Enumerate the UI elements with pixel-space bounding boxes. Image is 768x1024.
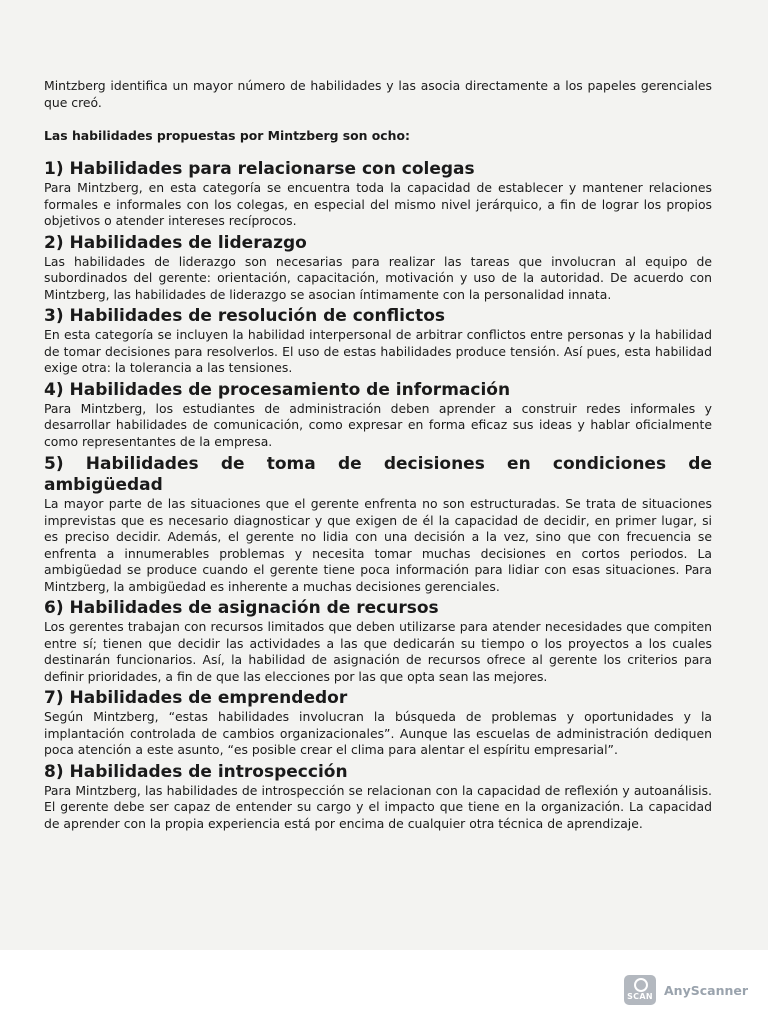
lead-sentence: Las habilidades propuestas por Mintzberg son ocho: <box>44 128 410 143</box>
section-8-body: Para Mintzberg, las habilidades de introspección se relacionan con la capacidad de reflexión y autoanálisis. El gerente debe ser capaz de entender su cargo y el impacto que tiene en la organización. La capacidad de aprender con la propia experiencia está por encima de cualquier otra técnica de aprendizaje. <box>44 782 712 831</box>
document-content <box>44 78 712 835</box>
section-4-body: Para Mintzberg, los estudiantes de administración deben aprender a construir redes informales y desarrollar habilidades de comunicación, como expresar en forma eficaz sus ideas y hablar oficialmente como representantes de la empresa. <box>44 400 712 449</box>
section-5-title-line2: ambigüedad <box>44 475 163 495</box>
section-2-body: Las habilidades de liderazgo son necesarias para realizar las tareas que involucran al equipo de subordinados del gerente: orientación, capacitación, motivación y uso de la autoridad. De acuerdo con Mintzberg, las habilidades de liderazgo se asocian íntimamente con la personalidad innata. <box>44 253 712 302</box>
section-8-title: 8) Habilidades de introspección <box>44 761 348 782</box>
section-5-body: La mayor parte de las situaciones que el gerente enfrenta no son estructuradas. Se trata de situaciones imprevistas que es necesario diagnosticar y que exigen de él la capacidad de decidir, en primer lugar, si es preciso decidir. Además, el gerente no lidia con una decisión a la vez, sino que con frecuencia se enfrenta a innumerables problemas y necesita tomar muchas decisiones en cortos periodos. La ambigüedad se produce cuando el gerente tiene poca información para lidiar con esas situaciones. Para Mintzberg, la ambigüedad es inherente a muchas decisiones gerenciales. <box>44 496 712 594</box>
scan-lens-icon <box>634 978 648 992</box>
section-6-title: 6) Habilidades de asignación de recursos <box>44 598 439 618</box>
scan-icon <box>624 975 656 1005</box>
section-3-body: En esta categoría se incluyen la habilidad interpersonal de arbitrar conflictos entre personas y la habilidad de tomar decisiones para resolverlos. El uso de estas habilidades produce tensión. Así pues, esta habilidad exige otra: la tolerancia a las tensiones. <box>44 327 712 375</box>
section-6-body: Los gerentes trabajan con recursos limitados que deben utilizarse para atender necesidades que compiten entre sí; tienen que decidir las actividades a las que dedicarán su tiempo o los proyectos a los cuales destinarán funcionarios. Así, la habilidad de asignación de recursos ofrece al gerente los criterios para definir prioridades, a fin de que las elecciones por las que opta sean las mejores. <box>44 619 712 684</box>
section-1-body: Para Mintzberg, en esta categoría se encuentra toda la capacidad de establecer y mantener relaciones formales e informales con los colegas, en especial del mismo nivel jerárquico, a fin de lograr los propios objetivos o atender intereses recíprocos. <box>44 180 712 228</box>
intro-paragraph: Mintzberg identifica un mayor número de habilidades y las asocia directamente a los papeles gerenciales que creó. <box>44 78 712 110</box>
section-7-title: 7) Habilidades de emprendedor <box>44 688 348 708</box>
scan-icon-label: SCAN <box>627 992 653 1001</box>
section-2-title: 2) Habilidades de liderazgo <box>44 232 307 253</box>
section-3-title: 3) Habilidades de resolución de conflictos <box>44 306 446 326</box>
brand-name: AnyScanner <box>664 982 749 998</box>
anyscanner-watermark <box>624 975 748 1005</box>
section-4-title: 4) Habilidades de procesamiento de información <box>44 379 511 400</box>
section-7-body: Según Mintzberg, “estas habilidades involucran la búsqueda de problemas y oportunidades y la implantación controlada de cambios organizacionales”. Aunque las escuelas de administración dediquen poca atención a este asunto, “es posible crear el clima para alentar el espíritu empresarial”. <box>44 709 712 757</box>
section-1-title: 1) Habilidades para relacionarse con colegas <box>44 159 475 179</box>
section-5-title-line1: 5) Habilidades de toma de decisiones en condiciones de <box>44 454 712 474</box>
